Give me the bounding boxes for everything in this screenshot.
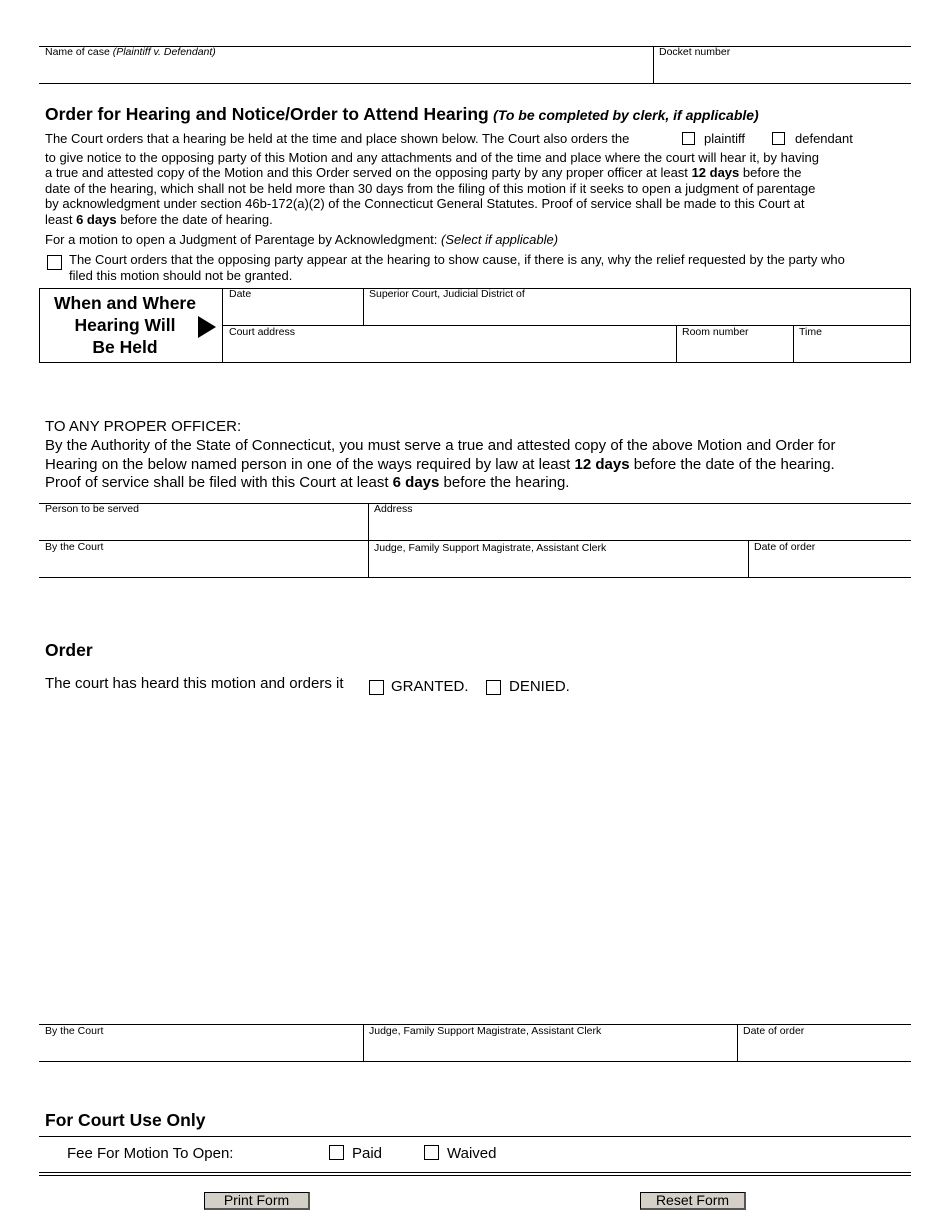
judicial-district-field[interactable]: [365, 302, 909, 324]
service-top-rule: [39, 503, 911, 504]
hearing-order-line-1: The Court orders that a hearing be held at the time and place shown below. The Court also orders the: [45, 131, 630, 146]
order-sign-divider-1: [363, 1024, 364, 1061]
service-date-divider: [748, 540, 749, 577]
court-address-label: Court address: [229, 326, 295, 338]
plaintiff-checkbox[interactable]: [682, 132, 695, 145]
show-cause-line-1: The Court orders that the opposing party appear at the hearing to show cause, if there is any, why the relief requested by the party who: [69, 252, 845, 267]
hearing-order-line-4: date of the hearing, which shall not be held more than 30 days from the filing of this motion if it seeks to open a judgment of parentage: [45, 181, 816, 196]
hearing-date-field[interactable]: [224, 302, 362, 324]
hearing-order-line-2: to give notice to the opposing party of this Motion and any attachments and of the time and place where the court will hear it, by having: [45, 150, 819, 165]
order-date-field[interactable]: [739, 1039, 909, 1060]
hearing-date-label: Date: [229, 288, 252, 300]
judge-field[interactable]: [370, 555, 747, 576]
judge-label: Judge, Family Support Magistrate, Assistant Clerk: [374, 542, 607, 554]
room-time-divider: [793, 325, 794, 363]
court-use-top-rule: [39, 1136, 911, 1137]
court-use-title: For Court Use Only: [45, 1110, 206, 1130]
reset-form-button[interactable]: Reset Form: [640, 1192, 746, 1210]
judicial-district-label: Superior Court, Judicial District of: [369, 288, 525, 300]
case-name-field[interactable]: [40, 60, 652, 82]
show-cause-checkbox[interactable]: [47, 255, 62, 270]
person-served-label: Person to be served: [45, 503, 139, 515]
by-the-court-label: By the Court: [45, 541, 104, 553]
date-of-order-label: Date of order: [754, 541, 816, 553]
service-address-field[interactable]: [370, 517, 909, 539]
room-number-label: Room number: [682, 326, 749, 338]
hearing-order-title: Order for Hearing and Notice/Order to Attend Hearing (To be completed by clerk, if applicable): [45, 104, 759, 124]
case-divider: [653, 46, 654, 83]
by-the-court-field[interactable]: [40, 555, 367, 576]
docket-number-label: Docket number: [659, 46, 731, 58]
person-served-field[interactable]: [40, 517, 367, 539]
officer-line-2: Hearing on the below named person in one of the ways required by law at least 12 days before the date of the hearing.: [45, 456, 835, 473]
address-room-divider: [676, 325, 677, 363]
show-cause-line-2: filed this motion should not be granted.: [69, 268, 293, 283]
hearing-order-line-6: least 6 days before the date of hearing.: [45, 212, 273, 227]
order-by-the-court-field[interactable]: [40, 1039, 362, 1060]
date-court-divider: [363, 288, 364, 325]
case-name-label: Name of case (Plaintiff v. Defendant): [45, 46, 216, 58]
court-use-bottom-rule-1: [39, 1172, 911, 1173]
order-title: Order: [45, 640, 93, 660]
date-of-order-field[interactable]: [750, 555, 909, 576]
order-judge-label: Judge, Family Support Magistrate, Assistant Clerk: [369, 1025, 602, 1037]
court-address-field[interactable]: [224, 340, 675, 362]
denied-checkbox[interactable]: [486, 680, 501, 695]
plaintiff-label: plaintiff: [704, 131, 745, 146]
order-judge-field[interactable]: [365, 1039, 736, 1060]
order-date-label: Date of order: [743, 1025, 805, 1037]
officer-line-1: By the Authority of the State of Connecticut, you must serve a true and attested copy of the above Motion and Order for: [45, 437, 836, 454]
denied-label: DENIED.: [509, 678, 570, 695]
service-address-label: Address: [374, 503, 413, 515]
room-number-field[interactable]: [678, 340, 792, 362]
officer-heading: TO ANY PROPER OFFICER:: [45, 418, 242, 435]
order-sign-divider-2: [737, 1024, 738, 1061]
docket-number-field[interactable]: [655, 60, 910, 82]
waived-label: Waived: [447, 1145, 497, 1162]
print-form-button[interactable]: Print Form: [204, 1192, 310, 1210]
defendant-label: defendant: [795, 131, 853, 146]
paid-checkbox[interactable]: [329, 1145, 344, 1160]
case-bottom-rule: [39, 83, 911, 84]
fee-label: Fee For Motion To Open:: [67, 1145, 234, 1162]
hearing-order-line-3: a true and attested copy of the Motion and this Order served on the opposing party by any proper officer at least 12 days before the: [45, 165, 802, 180]
when-where-heading: When and Where Hearing Will Be Held: [54, 293, 196, 357]
service-bottom-rule: [39, 577, 911, 578]
court-use-bottom-rule-2: [39, 1175, 911, 1176]
parentage-prompt: For a motion to open a Judgment of Parentage by Acknowledgment: (Select if applicable): [45, 232, 559, 247]
waived-checkbox[interactable]: [424, 1145, 439, 1160]
officer-line-3: Proof of service shall be filed with this Court at least 6 days before the hearing.: [45, 474, 570, 491]
granted-checkbox[interactable]: [369, 680, 384, 695]
granted-label: GRANTED.: [391, 678, 469, 695]
arrow-right-icon: [198, 316, 216, 338]
service-divider: [368, 503, 369, 577]
time-label: Time: [799, 326, 822, 338]
order-sign-bottom-rule: [39, 1061, 911, 1062]
hearing-order-line-5: by acknowledgment under section 46b-172(a)(2) of the Connecticut General Statutes. Proof of service shall be made to this Court at: [45, 196, 805, 211]
paid-label: Paid: [352, 1145, 383, 1162]
order-text: The court has heard this motion and orders it: [45, 675, 344, 692]
order-by-the-court-label: By the Court: [45, 1025, 104, 1037]
time-field[interactable]: [795, 340, 909, 362]
defendant-checkbox[interactable]: [772, 132, 785, 145]
